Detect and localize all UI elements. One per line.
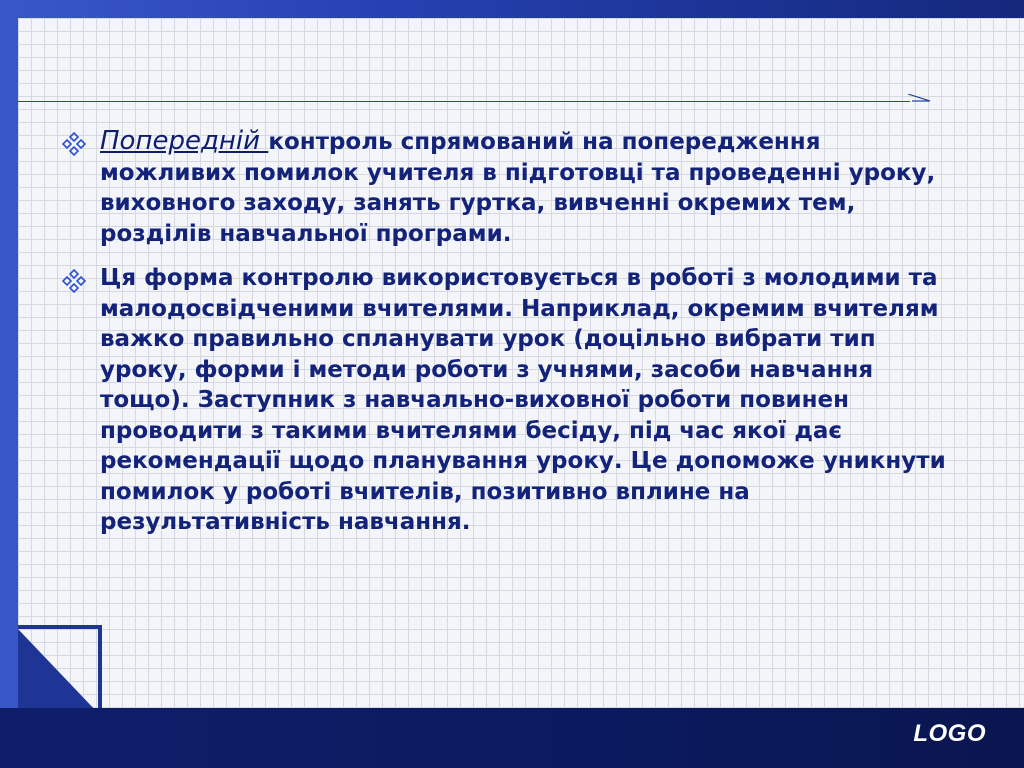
title-divider	[18, 101, 910, 102]
bullet-item	[62, 263, 962, 538]
bullet-item	[62, 126, 962, 249]
footer-bar	[0, 708, 1024, 768]
bullet-text: Ця форма контролю використовується в роботі з молодими та малодосвідченими вчителями. Наприклад, окремим вчителям важко правильно спланувати урок (доцільно вибрати тип уроку, форми і методи роботи з учнями, засоби навчання тощо). Заступник з навчально-виховної роботи повинен проводити з такими вчителями бесіду, під час якої дає рекомендації щодо планування уроку. Це допоможе уникнути помилок у роботі вчителів, позитивно вплине на результативність навчання.	[100, 265, 946, 535]
bullet-text: контроль спрямований на попередження можливих помилок учителя в підготовці та проведенні уроку, виховного заходу, занять гуртка, вивченні окремих тем, розділів навчальної програми.	[100, 129, 936, 247]
diamond-bullet-icon	[62, 132, 86, 156]
corner-decoration	[18, 625, 102, 709]
title-divider-tip	[908, 94, 932, 110]
slide-content	[62, 126, 962, 552]
diamond-bullet-icon	[62, 269, 86, 293]
bullet-lead-term: Попередній	[100, 126, 269, 156]
corner-triangle-icon	[18, 629, 102, 709]
logo: LOGO	[913, 720, 986, 747]
